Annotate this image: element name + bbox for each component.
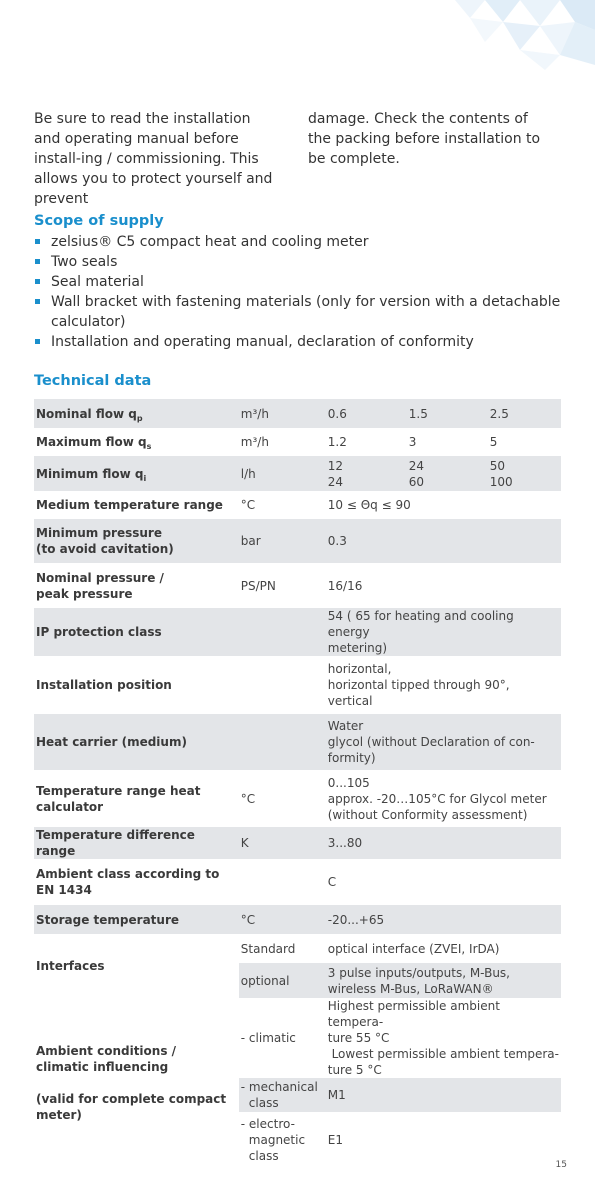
table-row xyxy=(34,827,561,859)
row-value: wireless M-Bus, LoRaWAN® xyxy=(327,981,494,996)
row-label: calculator xyxy=(36,799,104,814)
row-unit: l/h xyxy=(239,456,326,491)
row-label: meter) xyxy=(36,1107,82,1122)
intro-column-2: damage. Check the contents of the packing before installation to be complete. xyxy=(308,111,541,167)
row-unit: class xyxy=(248,1096,279,1110)
row-unit: - climatic xyxy=(240,1031,296,1045)
row-unit: °C xyxy=(239,905,326,934)
row-value: 10 ≤ Θq ≤ 90 xyxy=(327,498,411,512)
row-value: 16/16 xyxy=(327,578,363,593)
table-row xyxy=(34,563,561,608)
row-value: metering) xyxy=(327,641,388,655)
row-value: formity) xyxy=(327,751,376,765)
row-label: Installation position xyxy=(36,678,172,692)
table-row xyxy=(34,714,561,770)
table-row xyxy=(34,519,561,563)
table-row: Nominal flow $q_p$ m³/h 0.6 1.5 2.5 xyxy=(34,399,561,428)
row-label: Heat carrier (medium) xyxy=(34,714,239,770)
row-label: Maximum flow q xyxy=(36,435,147,449)
row-value: 0.3 xyxy=(326,519,561,563)
row-label: (valid for complete compact xyxy=(36,1091,227,1106)
row-label: Minimum flow q xyxy=(36,466,144,481)
row-label: EN 1434 xyxy=(36,883,92,897)
row-value: 5 xyxy=(489,435,498,449)
row-value: 2.5 xyxy=(488,399,561,428)
intro-text xyxy=(34,109,564,209)
list-item: zelsius® C5 compact heat and cooling meter xyxy=(34,232,564,252)
row-unit: class xyxy=(248,1148,279,1163)
technical-heading: Technical data xyxy=(34,373,152,389)
row-unit: - mechanical xyxy=(240,1080,318,1094)
row-unit: m³/h xyxy=(239,399,326,428)
row-value: 0.6 xyxy=(326,399,407,428)
decorative-corner-pattern xyxy=(335,0,595,70)
row-value: horizontal tipped through 90°, xyxy=(327,678,510,692)
table-row xyxy=(34,905,561,934)
row-value: 100 xyxy=(489,474,513,489)
row-label: Ambient class according to xyxy=(36,867,220,881)
row-value: C xyxy=(327,875,337,889)
row-value: vertical xyxy=(327,694,373,708)
row-unit: - electro- xyxy=(240,1116,295,1131)
row-value: E1 xyxy=(327,1132,343,1147)
row-unit: m³/h xyxy=(240,435,269,449)
row-label: Storage temperature xyxy=(34,905,239,934)
row-value: 1.2 xyxy=(327,435,347,449)
list-item: Installation and operating manual, declaration of conformity xyxy=(34,332,564,352)
row-label: Temperature difference range xyxy=(34,827,239,859)
row-label: (to avoid cavitation) xyxy=(36,542,174,556)
row-value: -20...+65 xyxy=(326,905,561,934)
scope-heading: Scope of supply xyxy=(34,213,164,229)
table-row xyxy=(34,608,561,656)
technical-data-table xyxy=(34,399,561,1167)
list-item: Seal material xyxy=(34,272,564,292)
row-value: 24 xyxy=(408,458,425,473)
row-value: horizontal, xyxy=(327,662,392,676)
row-value: ture 55 °C xyxy=(327,1031,390,1045)
row-value: Water xyxy=(327,719,364,733)
list-item: Wall bracket with fastening materials (only for version with a detachable calculator) xyxy=(34,292,564,332)
row-value: 3...80 xyxy=(326,827,561,859)
row-unit: optional xyxy=(239,963,326,998)
table-row xyxy=(34,934,561,963)
row-unit: magnetic xyxy=(248,1132,306,1147)
row-value: 1.5 xyxy=(407,399,488,428)
row-value: ture 5 °C xyxy=(327,1063,382,1077)
row-unit: °C xyxy=(240,791,256,806)
row-label: climatic influencing xyxy=(36,1059,169,1074)
row-value: 24 xyxy=(327,474,344,489)
intro-column-1: Be sure to read the installation and operating manual before install-ing / commissioning. This allows you to protect yourself and prevent xyxy=(34,111,273,207)
list-item: Two seals xyxy=(34,252,564,272)
row-value: 50 xyxy=(489,458,506,473)
row-value: glycol (without Declaration of con- xyxy=(327,735,535,749)
row-value: optical interface (ZVEI, IrDA) xyxy=(327,941,500,956)
row-value: Lowest permissible ambient tempera- xyxy=(327,1047,559,1061)
row-value: 3 xyxy=(408,435,417,449)
table-row: Maximum flow $q_s$ m³/h 1.2 3 5 xyxy=(34,428,561,456)
row-value: 54 ( 65 for heating and cooling energy xyxy=(327,609,514,639)
table-row xyxy=(34,770,561,827)
row-value: 3 pulse inputs/outputs, M-Bus, xyxy=(327,965,510,980)
row-label: Nominal flow q xyxy=(36,406,137,421)
table-row: Minimum flow $q_i$ l/h 12 24 24 60 50 100 xyxy=(34,456,561,491)
row-value: Highest permissible ambient tempera- xyxy=(327,999,500,1029)
page-number: 15 xyxy=(555,1160,567,1170)
row-value: approx. -20…105°C for Glycol meter xyxy=(327,791,547,806)
row-value: 60 xyxy=(408,474,425,489)
row-value: (without Conformity assessment) xyxy=(327,807,528,822)
row-label: peak pressure xyxy=(36,586,133,601)
table-row xyxy=(34,859,561,905)
row-value: 12 xyxy=(327,458,344,473)
row-unit: °C xyxy=(240,498,256,512)
table-row xyxy=(34,998,561,1078)
row-label: Ambient conditions / xyxy=(36,1043,177,1058)
row-value: 0...105 xyxy=(327,775,370,790)
row-unit: bar xyxy=(239,519,326,563)
row-label: Nominal pressure / xyxy=(36,570,164,585)
row-unit: Standard xyxy=(240,941,296,956)
row-unit: PS/PN xyxy=(240,578,276,593)
row-label: Minimum pressure xyxy=(36,526,162,540)
row-label: IP protection class xyxy=(34,608,239,656)
row-unit: K xyxy=(239,827,326,859)
row-value: M1 xyxy=(326,1078,561,1112)
row-label: Medium temperature range xyxy=(36,498,223,512)
table-row xyxy=(34,656,561,714)
row-label: Temperature range heat xyxy=(36,783,201,798)
row-label: Interfaces xyxy=(36,959,105,973)
table-row xyxy=(34,491,561,519)
scope-list xyxy=(34,232,564,352)
